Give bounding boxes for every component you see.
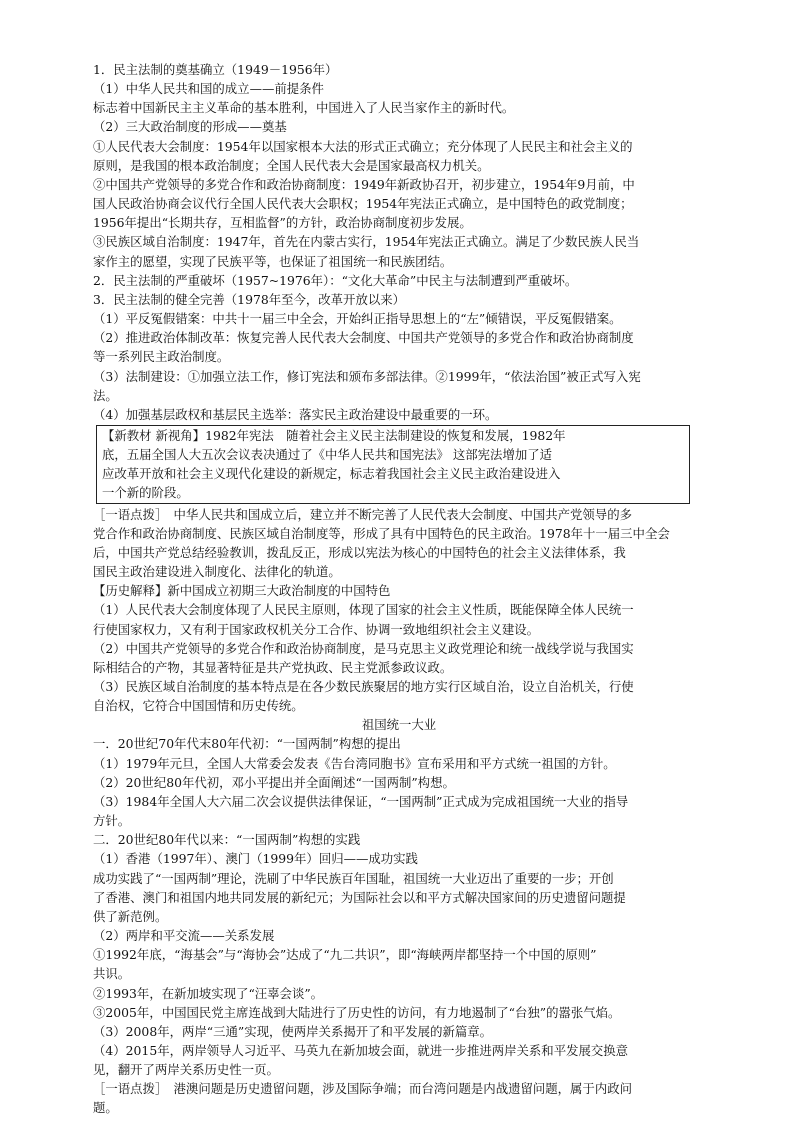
paragraph-line: ［一语点拨］ 中华人民共和国成立后，建立并不断完善了人民代表大会制度、中国共产党领导的多 [93, 506, 632, 522]
paragraph-line: （1）1979年元旦，全国人大常委会发表《告台湾同胞书》宣布采用和平方式统一祖国的方针。 [93, 755, 616, 771]
paragraph-line: ②1993年，在新加坡实现了“汪辜会谈”。 [93, 985, 324, 1001]
subheading: （2）三大政治制度的形成——奠基 [93, 119, 287, 135]
paragraph-line: （2）中国共产党领导的多党合作和政治协商制度，是马克思主义政党理论和统一战线学说与我国实 [93, 640, 634, 656]
heading-1: 一．20世纪70年代末80年代初：“一国两制”构想的提出 [93, 736, 401, 752]
paragraph-line: 原则，是我国的根本政治制度；全国人民代表大会是国家最高权力机关。 [93, 157, 490, 173]
paragraph-line: （1）人民代表大会制度体现了人民民主原则，体现了国家的社会主义性质，既能保障全体人民统一 [93, 602, 634, 618]
callout-line: 底，五届全国人大五次会议表决通过了《中华人民共和国宪法》 这部宪法增加了适 [102, 447, 553, 463]
callout-line: 应改革开放和社会主义现代化建设的新规定，标志着我国社会主义民主政治建设进入 [102, 466, 561, 482]
callout-line: 【新教材 新视角】1982年宪法 随着社会主义民主法制建设的恢复和发展，1982年 [102, 427, 566, 443]
paragraph-line: （4）2015年，两岸领导人习近平、马英九在新加坡会面，就进一步推进两岸关系和平发展交换意 [93, 1042, 629, 1058]
paragraph-line: （4）加强基层政权和基层民主选举：落实民主政治建设中最重要的一环。 [93, 406, 498, 422]
paragraph-line: 标志着中国新民主主义革命的基本胜利，中国进入了人民当家作主的新时代。 [93, 100, 515, 116]
paragraph-line: （2）20世纪80年代初，邓小平提出并全面阐述“一国两制”构想。 [93, 774, 455, 790]
paragraph-line: ①1992年底，“海基会”与“海协会”达成了“九二共识”，即“海峡两岸都坚持一个中国的原则” [93, 947, 597, 963]
section-reunification [93, 734, 705, 1117]
paragraph-line: 行使国家权力，又有利于国家政权机关分工合作、协调一致地组织社会主义建设。 [93, 621, 540, 637]
paragraph-line: 法。 [93, 387, 118, 403]
paragraph-line: 方针。 [93, 813, 131, 829]
paragraph-line: （3）1984年全国人大六届二次会议提供法律保证，“一国两制”正式成为完成祖国统一大业的指导 [93, 793, 629, 809]
paragraph-line: 供了新范例。 [93, 908, 168, 924]
heading-2: 2．民主法制的严重破坏（1957~1976年）：“文化大革命”中民主与法制遭到严重破坏。 [93, 272, 578, 288]
paragraph-line: 1956年提出“长期共存，互相监督”的方针，政治协商制度初步发展。 [93, 215, 472, 231]
paragraph-line: （2）推进政治体制改革：恢复完善人民代表大会制度、中国共产党领导的多党合作和政治协商制度 [93, 330, 634, 346]
paragraph-line: （3）2008年，两岸“三通”实现，使两岸关系揭开了和平发展的新篇章。 [93, 1023, 493, 1039]
new-textbook-callout-box [96, 425, 690, 504]
section-democracy [93, 60, 705, 424]
paragraph-line: 共识。 [93, 966, 131, 982]
subheading: （1）中华人民共和国的成立——前提条件 [93, 81, 324, 97]
history-explanation-heading: 【历史解释】新中国成立初期三大政治制度的中国特色 [93, 583, 391, 599]
heading-2: 二．20世纪80年代以来：“一国两制”构想的实践 [93, 832, 361, 848]
paragraph-line: （3）民族区域自治制度的基本特点是在各少数民族聚居的地方实行区域自治，设立自治机关，行使 [93, 679, 634, 694]
paragraph-line: 党合作和政治协商制度、民族区域自治制度等，形成了具有中国特色的民主政治。1978年十一届三中全会 [93, 525, 670, 541]
paragraph-line: 后，中国共产党总结经验教训，拨乱反正，形成以宪法为核心的中国特色的社会主义法律体系，我 [93, 544, 626, 560]
paragraph-line: 家作主的愿望，实现了民族平等，也保证了祖国统一和民族团结。 [93, 253, 453, 269]
section-title-reunification: 祖国统一大业 [361, 717, 437, 733]
heading-1: 1．民主法制的奠基确立（1949－1956年） [93, 62, 338, 77]
section-summary [93, 505, 705, 716]
paragraph-line: 际相结合的产物，其显著特征是共产党执政、民主党派参政议政。 [93, 659, 453, 675]
paragraph-line: （1）平反冤假错案：中共十一届三中全会，开始纠正指导思想上的“左”倾错误，平反冤假错案。 [93, 311, 622, 327]
paragraph-line: 题。 [93, 1100, 118, 1116]
paragraph-line: 自治权，它符合中国国情和历史传统。 [93, 698, 304, 714]
paragraph-line: ①人民代表大会制度：1954年以国家根本大法的形式正式确立；充分体现了人民民主和社会主义的 [93, 138, 633, 154]
paragraph-line: ③民族区域自治制度：1947年，首先在内蒙古实行，1954年宪法正式确立。满足了少数民族人民当 [93, 234, 640, 250]
paragraph-line: ②中国共产党领导的多党合作和政治协商制度：1949年新政协召开，初步建立，1954年9月前，中 [93, 176, 635, 192]
heading-3: 3．民主法制的健全完善（1978年至今，改革开放以来） [93, 291, 406, 307]
paragraph-line: （3）法制建设：①加强立法工作，修订宪法和颁布多部法律。②1999年，“依法治国”被正式写入宪 [93, 368, 641, 384]
paragraph-line: 成功实践了“一国两制”理论，洗刷了中华民族百年国耻，祖国统一大业迈出了重要的一步；开创 [93, 870, 614, 886]
paragraph-line: ③2005年，中国国民党主席连战到大陆进行了历史性的访问，有力地遏制了“台独”的嚣张气焰。 [93, 1004, 621, 1020]
subheading: （1）香港（1997年）、澳门（1999年）回归——成功实践 [93, 851, 418, 867]
callout-line: 一个新的阶段。 [102, 485, 189, 501]
subheading: （2）两岸和平交流——关系发展 [93, 928, 275, 944]
paragraph-line: ［一语点拨］ 港澳问题是历史遗留问题，涉及国际争端；而台湾问题是内战遗留问题，属于内政问 [93, 1081, 632, 1097]
document-page [93, 60, 705, 1118]
paragraph-line: 等一系列民主政治制度。 [93, 349, 230, 365]
paragraph-line: 见，翻开了两岸关系历史性一页。 [93, 1062, 279, 1078]
paragraph-line: 国民主政治建设进入制度化、法律化的轨道。 [93, 564, 341, 580]
paragraph-line: 了香港、澳门和祖国内地共同发展的新纪元；为国际社会以和平方式解决国家间的历史遗留问题提 [93, 889, 626, 905]
paragraph-line: 国人民政治协商会议代行全国人民代表大会职权；1954年宪法正式确立，是中国特色的政党制度； [93, 196, 633, 212]
